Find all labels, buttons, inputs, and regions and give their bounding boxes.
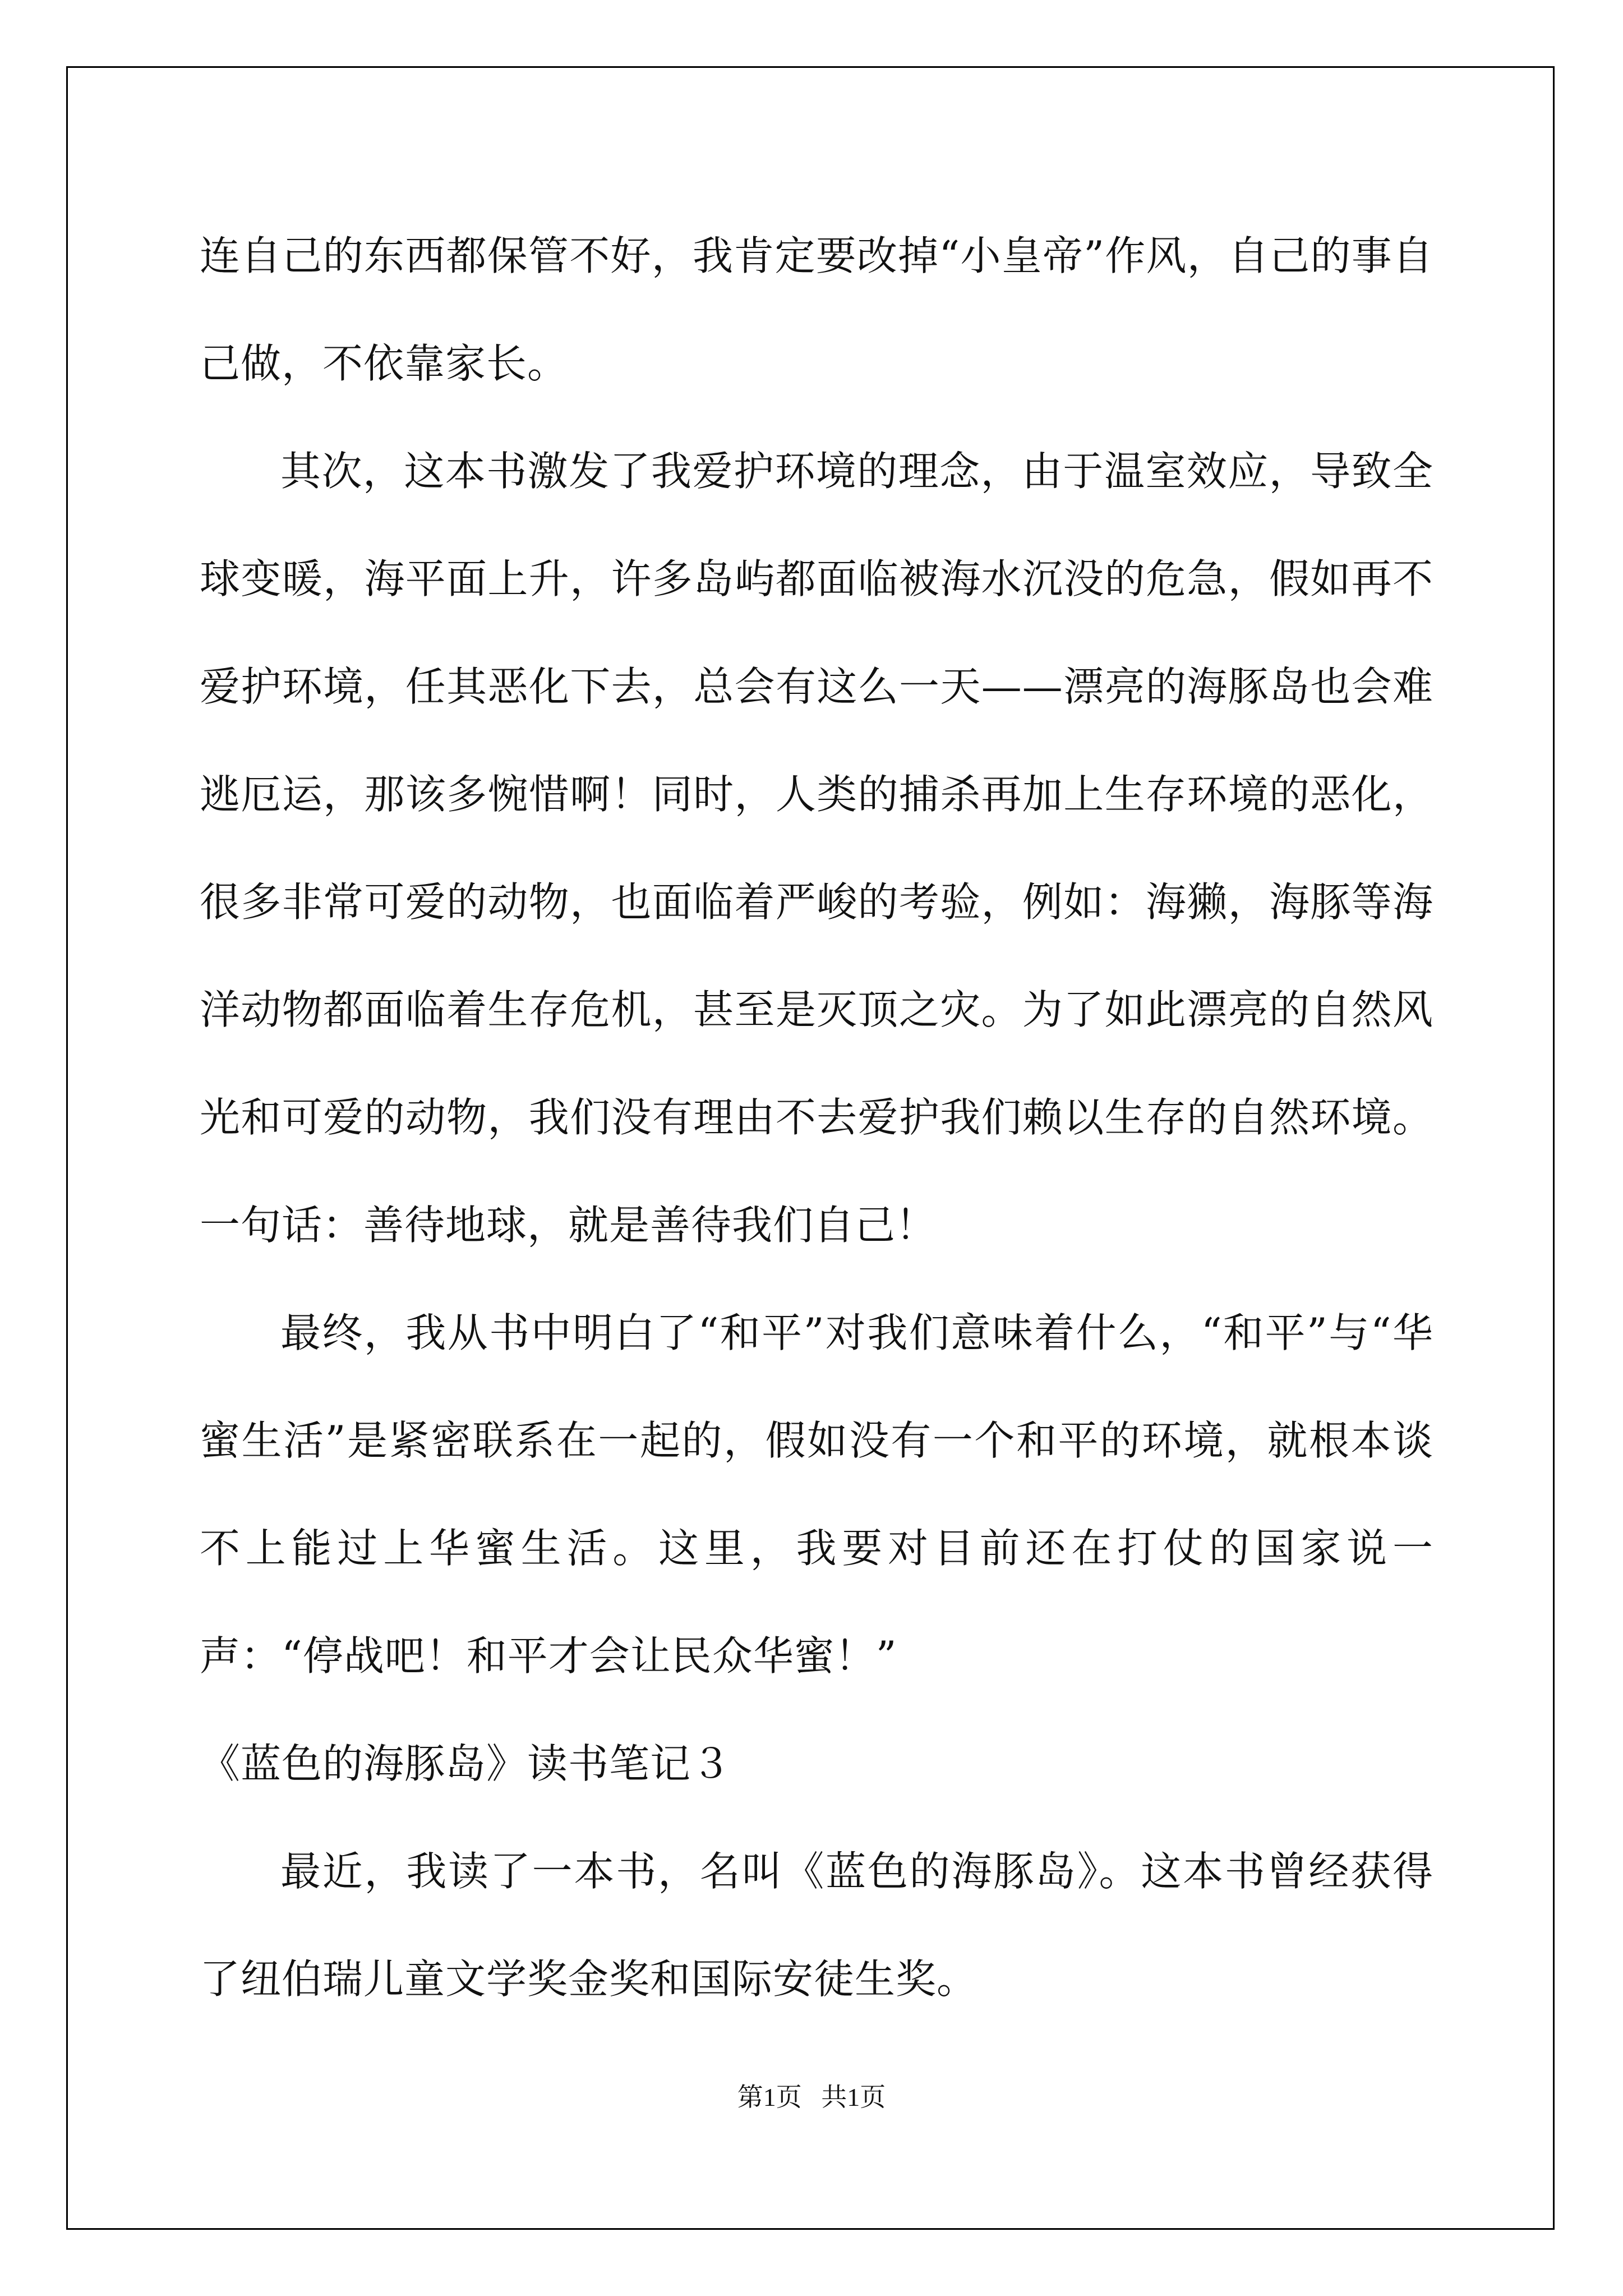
page-number-footer: 第1页 共1页 [737,2083,886,2111]
document-body [200,202,1433,2033]
paragraph-environment: 其次，这本书激发了我爱护环境的理念，由于温室效应，导致全球变暖，海平面上升，许多岛屿都面临被海水沉没的危急，假如再不爱护环境，任其恶化下去，总会有这么一天——漂亮的海豚岛也会难逃厄运，那该多惋惜啊！同时，人类的捕杀再加上生存环境的恶化，很多非常可爱的动物，也面临着严峻的考验，例如：海獭，海豚等海洋动物都面临着生存危机，甚至是灭顶之灾。为了如此漂亮的自然风光和可爱的动物，我们没有理由不去爱护我们赖以生存的自然环境。一句话：善待地球，就是善待我们自己！ [200,448,1433,1249]
paragraph-peace: 最终，我从书中明白了“和平”对我们意味着什么，“和平”与“华蜜生活”是紧密联系在一起的，假如没有一个和平的环境，就根本谈不上能过上华蜜生活。这里，我要对目前还在打仗的国家说一声：“停战吧！和平才会让民众华蜜！” [200,1309,1433,1680]
section-heading: 《蓝色的海豚岛》读书笔记３ [200,1740,732,1787]
paragraph-intro: 最近，我读了一本书，名叫《蓝色的海豚岛》。这本书曾经获得了纽伯瑞儿童文学奖金奖和国际安徒生奖。 [200,1848,1433,2003]
paragraph-continuation: 连自己的东西都保管不好，我肯定要改掉“小皇帝”作风，自己的事自己做，不依靠家长。 [200,232,1433,387]
